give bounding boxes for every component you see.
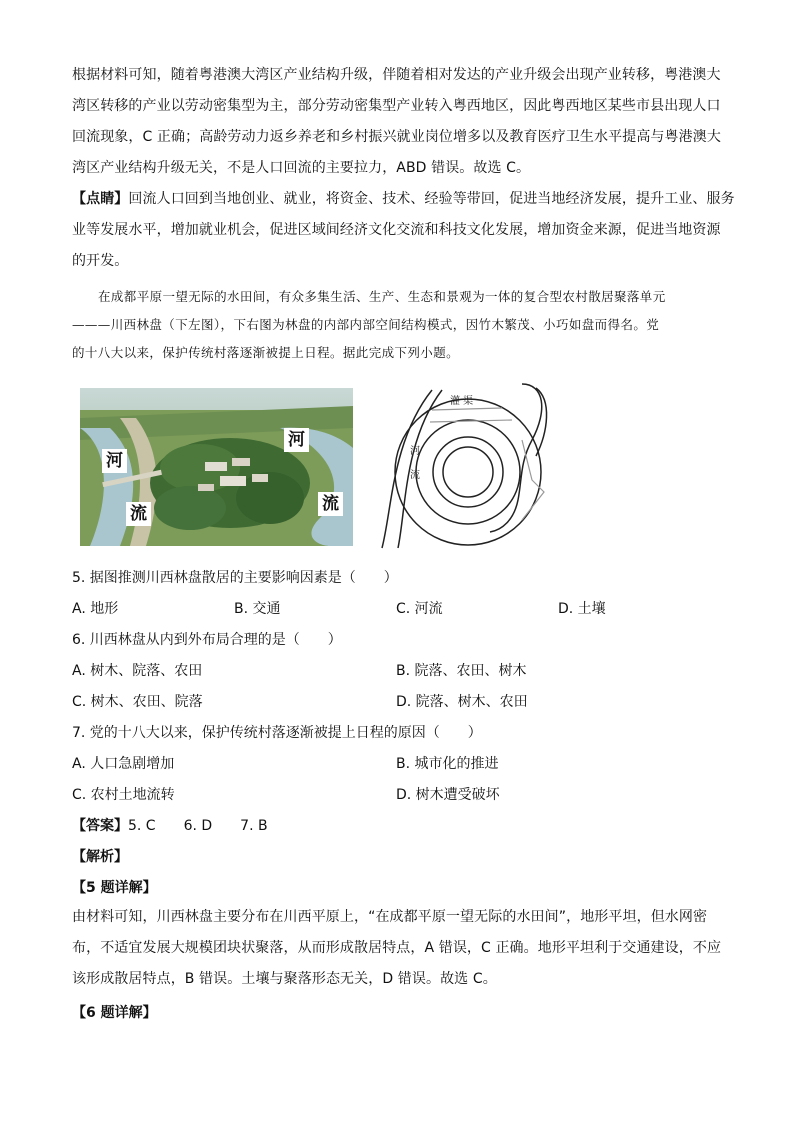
river-label: 流 <box>318 492 343 516</box>
option: A. 地形 <box>72 601 119 617</box>
option: B. 交通 <box>234 601 281 617</box>
option: D. 院落、树木、农田 <box>396 694 528 710</box>
passage-line: 的十八大以来，保护传统村落逐渐被提上日程。据此完成下列小题。 <box>72 345 460 360</box>
river-label: 流 <box>410 470 420 481</box>
passage-line: ———川西林盘（下左图），下右图为林盘的内部内部空间结构模式，因竹木繁茂、小巧如盘而得名。党 <box>72 317 660 332</box>
option: B. 城市化的推进 <box>396 756 499 772</box>
text-line: 湾区产业结构升级无关，不是人口回流的主要拉力，ABD 错误。故选 C。 <box>72 160 531 176</box>
text-line: 回流人口回到当地创业、就业，将资金、技术、经验等带回，促进当地经济发展，提升工业、服务 <box>128 191 735 207</box>
text-line: 的开发。 <box>72 253 129 269</box>
q5-detail-body <box>72 902 724 995</box>
answer-text: 5. C 6. D 7. B <box>128 818 268 834</box>
passage-line: 在成都平原一望无际的水田间，有众多集生活、生产、生态和景观为一体的复合型农村散居聚落单元 <box>98 289 666 304</box>
river-label: 流 <box>126 502 151 526</box>
structure-diagram-svg <box>372 380 572 550</box>
option: A. 人口急剧增加 <box>72 756 175 772</box>
question-stem: 5. 据图推测川西林盘散居的主要影响因素是（ ） <box>72 570 398 586</box>
linpan-structure-diagram <box>372 380 572 550</box>
dianjing-tag: 【点睛】 <box>72 191 129 207</box>
option: C. 农村土地流转 <box>72 787 175 803</box>
q6-detail-heading: 【6 题详解】 <box>72 1005 157 1021</box>
previous-analysis <box>72 60 724 184</box>
q5-detail-heading: 【5 题详解】 <box>72 880 157 896</box>
dianjing-section <box>72 184 735 277</box>
text-line: 由材料可知，川西林盘主要分布在川西平原上，“在成都平原一望无际的水田间”，地形平坦，但水网密 <box>72 909 708 925</box>
text-line: 业等发展水平，增加就业机会，促进区域间经济文化交流和科技文化发展，增加资金来源，促进当地资源 <box>72 222 721 238</box>
river-label: 河 <box>284 428 309 452</box>
question-stem: 7. 党的十八大以来，保护传统村落逐渐被提上日程的原因（ ） <box>72 725 482 741</box>
text-line: 根据材料可知，随着粤港澳大湾区产业结构升级，伴随着相对发达的产业升级会出现产业转移，粤港澳大 <box>72 67 721 83</box>
river-label: 河 <box>410 446 420 457</box>
jiexi-heading: 【解析】 <box>72 849 128 865</box>
option: B. 院落、农田、树木 <box>396 663 527 679</box>
question-stem: 6. 川西林盘从内到外布局合理的是（ ） <box>72 632 342 648</box>
material-passage <box>72 283 724 367</box>
answer-tag: 【答案】 <box>72 818 128 834</box>
option: C. 树木、农田、院落 <box>72 694 203 710</box>
option: A. 树木、院落、农田 <box>72 663 203 679</box>
river-label: 河 <box>102 449 127 473</box>
option: D. 土壤 <box>558 601 606 617</box>
option: C. 河流 <box>396 601 443 617</box>
option: D. 树木遭受破坏 <box>396 787 500 803</box>
text-line: 布，不适宜发展大规模团块状聚落，从而形成散居特点，A 错误，C 正确。地形平坦利于交通建设，不应 <box>72 940 722 956</box>
canal-label: 灌 渠 <box>450 396 474 407</box>
text-line: 回流现象，C 正确；高龄劳动力返乡养老和乡村振兴就业岗位增多以及教育医疗卫生水平提高与粤港澳大 <box>72 129 721 145</box>
text-line: 湾区转移的产业以劳动密集型为主，部分劳动密集型产业转入粤西地区，因此粤西地区某些市县出现人口 <box>72 98 721 114</box>
answer-line <box>72 815 268 835</box>
linpan-aerial-photo <box>80 388 353 546</box>
text-line: 该形成散居特点，B 错误。土壤与聚落形态无关，D 错误。故选 C。 <box>72 971 497 987</box>
